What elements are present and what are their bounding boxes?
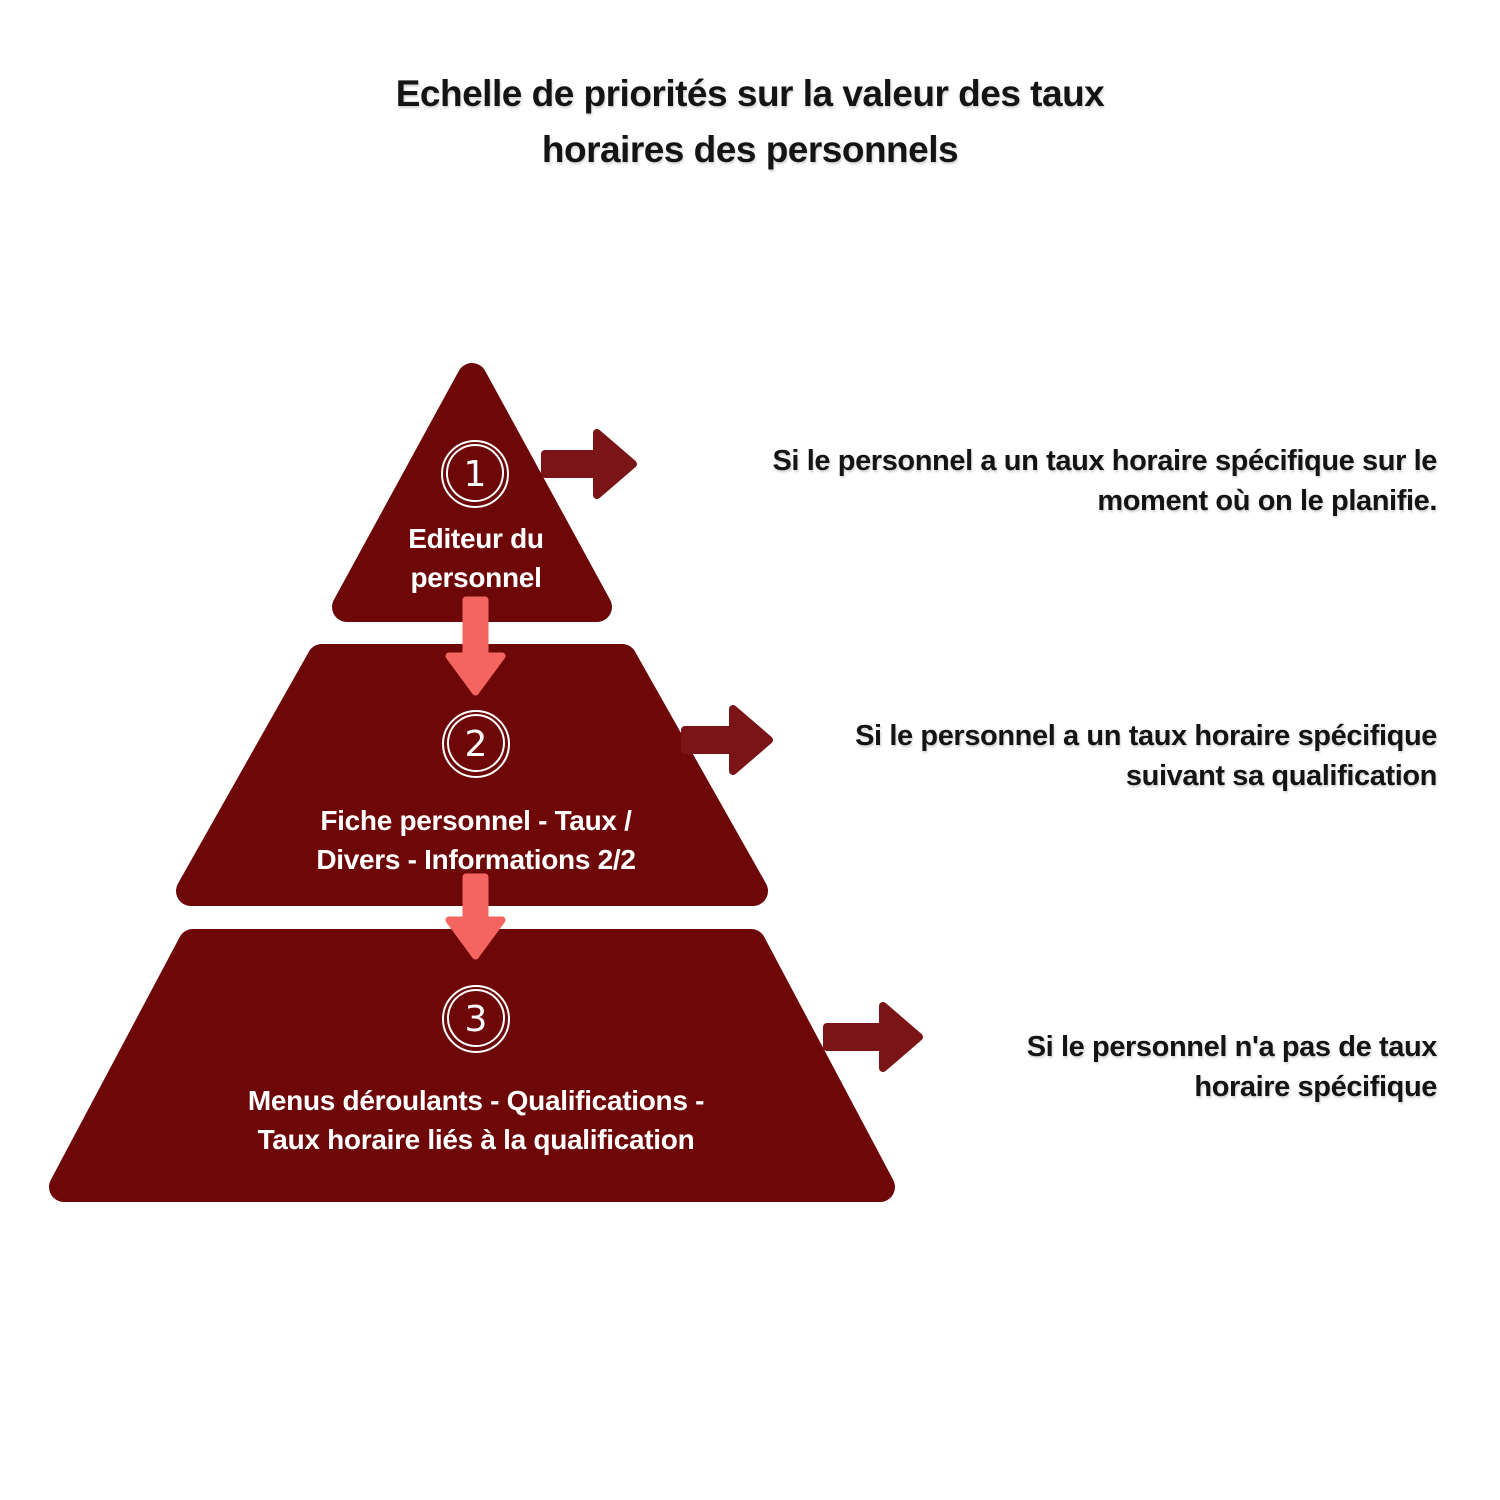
level-3-label: [156, 1081, 796, 1159]
level-2-description-line-2: suivant sa qualification: [1125, 760, 1437, 792]
level-1-label-line-1: Editeur du: [408, 523, 544, 554]
page-title-line-2: horaires des personnels: [541, 129, 959, 170]
level-2-label-line-2: Divers - Informations 2/2: [316, 844, 636, 875]
level-1-right-arrow-icon: [545, 433, 633, 495]
level-2-label: [256, 801, 696, 879]
level-2-number-badge: 2: [464, 723, 488, 765]
level-3-label-line-2: Taux horaire liés à la qualification: [257, 1124, 695, 1155]
level-1-description-line-2: moment où on le planifie.: [1097, 485, 1437, 517]
level-3-number-badge: 3: [464, 998, 488, 1040]
level-1-label-line-2: personnel: [410, 562, 542, 593]
level-1-label: [316, 519, 636, 597]
level-3-description-line-1: Si le personnel n'a pas de taux: [1026, 1031, 1437, 1063]
level-1-description: [637, 441, 1437, 521]
level-2-description-line-1: Si le personnel a un taux horaire spécifique: [855, 720, 1437, 752]
level-3-right-arrow-icon: [827, 1006, 919, 1068]
level-3-label-line-1: Menus déroulants - Qualifications -: [247, 1085, 705, 1116]
level-2-description: [737, 716, 1437, 796]
level-2-label-line-1: Fiche personnel - Taux /: [320, 805, 632, 836]
page-title-line-1: Echelle de priorités sur la valeur des taux: [395, 73, 1105, 114]
level-1-description-line-1: Si le personnel a un taux horaire spécifique sur le: [772, 445, 1437, 477]
level-1-number-badge: 1: [463, 453, 487, 495]
level-3-description: [937, 1027, 1437, 1107]
level-3-description-line-2: horaire spécifique: [1194, 1071, 1437, 1103]
